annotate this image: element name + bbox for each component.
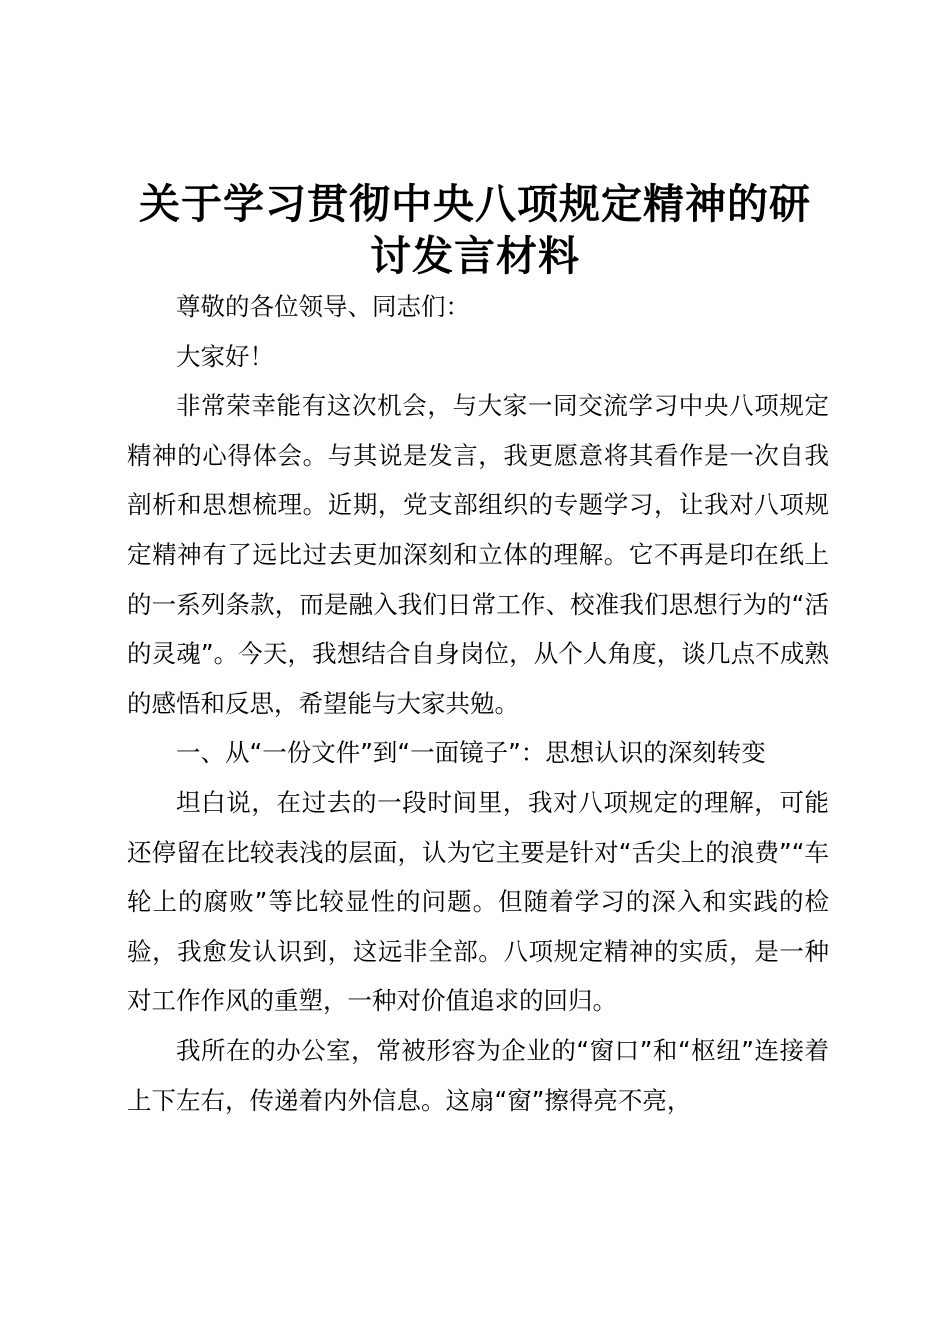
section-heading-1: 一、从“一份文件”到“一面镜子”：思想认识的深刻转变 [176,738,766,768]
salutation: 尊敬的各位领导、同志们： [176,292,470,321]
paragraph-section-1: 坦白说，在过去的一段时间里，我对八项规定的理解，可能还停留在比较表浅的层面，认为它主要是针对“舌尖上的浪费”“车轮上的腐败”等比较显性的问题。但随着学习的深入和实践的检验，我愈发认识到，这远非全部。八项规定精神的实质，是一种对工作作风的重塑，一种对价值追求的回归。 [127,787,829,1016]
paragraph-office: 我所在的办公室，常被形容为企业的“窗口”和“枢纽”连接着上下左右，传递着内外信息。这扇“窗”擦得亮不亮， [127,1035,829,1115]
greeting: 大家好！ [176,341,274,371]
paragraph-intro: 非常荣幸能有这次机会，与大家一同交流学习中央八项规定精神的心得体会。与其说是发言，我更愿意将其看作是一次自我剖析和思想梳理。近期，党支部组织的专题学习，让我对八项规定精神有了远比过去更加深刻和立体的理解。它不再是印在纸上的一系列条款，而是融入我们日常工作、校准我们思想行为的“活的灵魂”。今天，我想结合自身岗位，从个人角度，谈几点不成熟的感悟和反思，希望能与大家共勉。 [127,391,829,718]
document-title: 关于学习贯彻中央八项规定精神的研讨发言材料 [139,180,811,280]
document-body [127,282,829,1125]
